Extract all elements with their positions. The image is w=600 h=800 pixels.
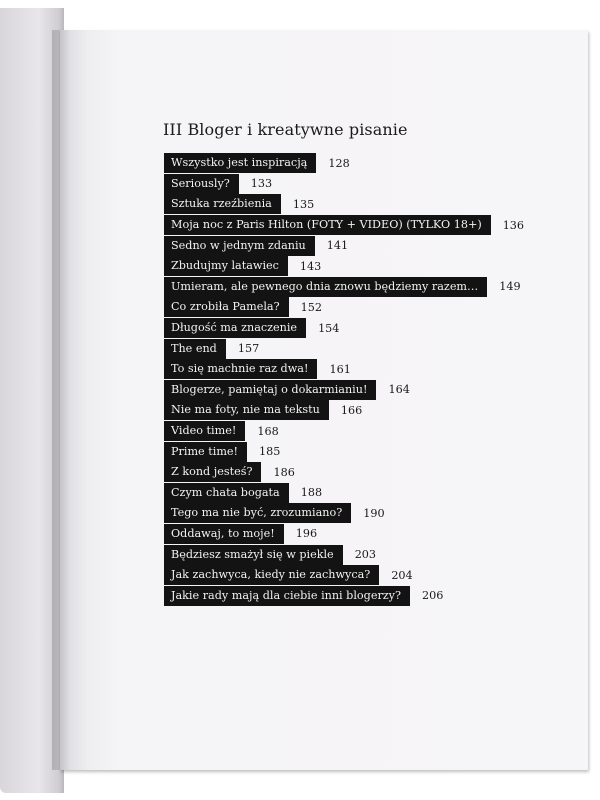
toc-entry-title: Prime time! — [164, 442, 247, 462]
toc-entry-title: Sztuka rzeźbienia — [164, 194, 281, 214]
toc-entry-page-number: 186 — [273, 465, 295, 479]
toc-entry-title: Wszystko jest inspiracją — [164, 153, 316, 173]
toc-entry — [164, 544, 564, 565]
toc-entry-title: Zbudujmy latawiec — [164, 256, 288, 276]
chapter-title: III Bloger i kreatywne pisanie — [163, 120, 408, 139]
toc-entry-page-number: 157 — [237, 342, 260, 356]
toc-entry-title: Jakie rady mają dla ciebie inni blogerzy? — [164, 586, 410, 606]
toc-entry-page-number: 154 — [318, 321, 340, 335]
toc-entry-title: Blogerze, pamiętaj o dokarmianiu! — [164, 380, 376, 400]
toc-entry-page-number: 196 — [295, 527, 318, 541]
toc-entry — [164, 503, 564, 524]
toc-entry-title: Oddawaj, to moje! — [164, 524, 284, 544]
toc-entry-page-number: 152 — [300, 300, 322, 314]
toc-entry-title: Z kond jesteś? — [164, 462, 261, 482]
toc-entry — [164, 174, 564, 195]
toc-entry — [164, 483, 564, 504]
toc-entry — [164, 277, 564, 298]
toc-entry — [164, 565, 564, 586]
toc-entry-title: Jak zachwyca, kiedy nie zachwyca? — [164, 565, 379, 585]
toc-entry — [164, 441, 564, 462]
toc-entry-title: Nie ma foty, nie ma tekstu — [164, 400, 329, 420]
toc-entry-title: Tego ma nie być, zrozumiano? — [164, 503, 351, 523]
toc-entry-title: Moja noc z Paris Hilton (FOTY + VIDEO) (TYLKO 18+) — [164, 215, 491, 235]
toc-entry-page-number: 185 — [259, 445, 281, 459]
toc-entry-title: Seriously? — [164, 174, 239, 194]
toc-entry-page-number: 136 — [502, 218, 525, 232]
toc-entry — [164, 585, 564, 606]
toc-entry — [164, 462, 564, 483]
toc-entry-title: Video time! — [164, 421, 245, 441]
toc-entry-title: Umieram, ale pewnego dnia znowu będziemy razem… — [164, 277, 487, 297]
toc-entry — [164, 194, 564, 215]
toc-entry-page-number: 190 — [363, 506, 385, 520]
toc-entry — [164, 421, 564, 442]
toc-entry-title: Długość ma znaczenie — [164, 318, 306, 338]
toc-entry — [164, 235, 564, 256]
toc-entry-page-number: 203 — [354, 548, 377, 562]
toc-entry-title: Sedno w jednym zdaniu — [164, 236, 315, 256]
toc-entry — [164, 297, 564, 318]
toc-entry-page-number: 204 — [391, 568, 413, 582]
toc-entry-page-number: 135 — [292, 197, 315, 211]
toc-entry-page-number: 128 — [328, 156, 350, 170]
toc-entry — [164, 153, 564, 174]
toc-entry-page-number: 141 — [326, 239, 349, 253]
toc-entry-page-number: 149 — [499, 280, 521, 294]
toc-entry-page-number: 133 — [250, 177, 273, 191]
toc-entry-page-number: 143 — [299, 259, 322, 273]
toc-entry-page-number: 161 — [329, 362, 351, 376]
spine-shadow — [52, 30, 70, 770]
table-of-contents — [164, 153, 564, 606]
toc-entry-title: The end — [164, 339, 226, 359]
toc-entry-page-number: 206 — [422, 589, 444, 603]
toc-entry — [164, 338, 564, 359]
toc-entry-page-number: 166 — [340, 403, 363, 417]
toc-entry-title: Będziesz smażył się w piekle — [164, 545, 343, 565]
toc-entry — [164, 318, 564, 339]
toc-entry — [164, 400, 564, 421]
toc-entry — [164, 215, 564, 236]
toc-entry-title: To się machnie raz dwa! — [164, 359, 317, 379]
toc-entry-page-number: 168 — [257, 424, 279, 438]
toc-entry-page-number: 188 — [300, 486, 323, 500]
toc-entry — [164, 256, 564, 277]
toc-entry-title: Czym chata bogata — [164, 483, 289, 503]
toc-entry — [164, 380, 564, 401]
toc-entry — [164, 359, 564, 380]
toc-entry-page-number: 164 — [388, 383, 410, 397]
toc-entry — [164, 524, 564, 545]
toc-entry-title: Co zrobiła Pamela? — [164, 297, 289, 317]
